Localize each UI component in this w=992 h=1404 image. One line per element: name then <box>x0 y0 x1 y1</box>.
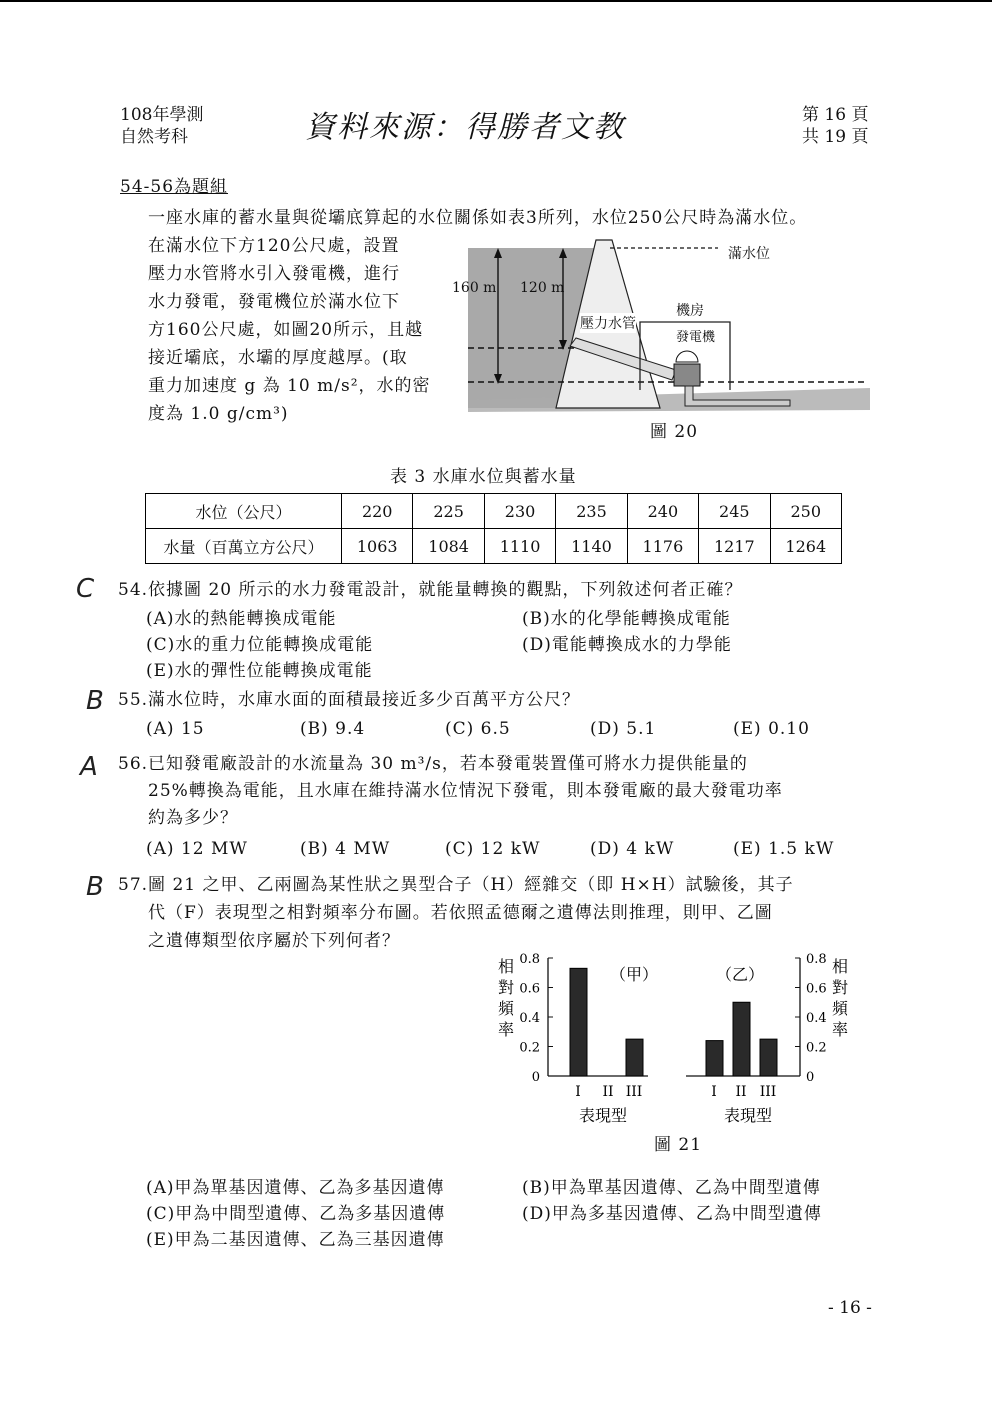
table-cell: 1176 <box>627 529 698 564</box>
figure-21-bar-charts <box>490 948 860 1133</box>
label-generator: 發電機 <box>676 330 716 345</box>
question-56-line-3: 約為多少？ <box>148 808 238 828</box>
table-cell: 230 <box>484 494 555 529</box>
table-cell: 1140 <box>556 529 627 564</box>
q55-option-a: (A) 15 <box>146 719 205 739</box>
table-cell: 1110 <box>484 529 555 564</box>
figure-20-dam-diagram <box>460 230 880 415</box>
label-power-house: 機房 <box>676 303 704 319</box>
intro-wrap-line-3: 水力發電，發電機位於滿水位下 <box>148 292 400 312</box>
y-tick-label: 0.4 <box>519 1011 540 1026</box>
x-tick-label: III <box>759 1084 777 1100</box>
table-cell: 1084 <box>413 529 484 564</box>
group-intro: 一座水庫的蓄水量與從壩底算起的水位關係如表3所列，水位250公尺時為滿水位。 <box>148 208 808 228</box>
intro-wrap-line-4: 方160公尺處，如圖20所示，且越 <box>148 320 424 340</box>
y-tick-label: 0.6 <box>806 981 827 997</box>
figure-21-caption: 圖 21 <box>654 1135 703 1155</box>
x-tick-label: I <box>575 1084 581 1100</box>
y-axis-label-char: 相 <box>831 957 849 976</box>
question-54-stem: 54.依據圖 20 所示的水力發電設計，就能量轉換的觀點，下列敘述何者正確？ <box>118 580 743 600</box>
q55-option-c: (C) 6.5 <box>445 719 511 739</box>
y-axis-label-char: 對 <box>831 978 849 997</box>
q54-option-e: (E)水的彈性位能轉換成電能 <box>146 661 373 681</box>
group-title: 54-56為題組 <box>120 177 229 197</box>
q54-option-c: (C)水的重力位能轉換成電能 <box>146 635 374 655</box>
q57-option-c: (C)甲為中間型遺傳、乙為多基因遺傳 <box>146 1204 446 1224</box>
intro-wrap-line-1: 在滿水位下方120公尺處，設置 <box>148 236 400 256</box>
y-tick-label: 0 <box>806 1070 815 1085</box>
handwritten-answer-55: B <box>86 686 104 716</box>
table-cell: 220 <box>342 494 413 529</box>
bar <box>706 1041 723 1076</box>
y-axis-label-char: 率 <box>497 1020 515 1039</box>
q56-option-d: (D) 4 kW <box>590 839 675 859</box>
y-tick-label: 0.8 <box>519 952 540 967</box>
figure-20-caption: 圖 20 <box>650 422 699 442</box>
y-tick-label: 0.2 <box>519 1040 540 1056</box>
x-axis-label: 表現型 <box>578 1106 628 1125</box>
y-axis-label-char: 對 <box>497 978 515 997</box>
intro-wrap-line-7: 度為 1.0 g/cm³) <box>148 404 289 424</box>
q55-option-d: (D) 5.1 <box>590 719 657 739</box>
q55-option-e: (E) 0.10 <box>733 719 810 739</box>
exam-subject: 自然考科 <box>120 127 188 147</box>
top-rule <box>0 0 992 2</box>
y-axis-label-char: 相 <box>497 957 515 976</box>
intro-wrap-line-5: 接近壩底，水壩的厚度越厚。(取 <box>148 348 408 368</box>
handwritten-answer-54: C <box>76 574 95 604</box>
x-tick-label: II <box>602 1084 614 1100</box>
q54-option-d: (D)電能轉換成水的力學能 <box>522 635 732 655</box>
y-tick-label: 0.6 <box>519 981 540 997</box>
generator-body <box>674 364 700 386</box>
x-tick-label: II <box>735 1084 747 1100</box>
handwritten-source: 資料來源：得勝者文教 <box>305 110 625 145</box>
bar <box>733 1002 750 1076</box>
question-57-line-1: 57.圖 21 之甲、乙兩圖為某性狀之異型合子（H）經雜交（即 H×H）試驗後，其子 <box>118 875 794 895</box>
bar <box>760 1039 777 1076</box>
q54-option-a: (A)水的熱能轉換成電能 <box>146 609 337 629</box>
q56-option-b: (B) 4 MW <box>300 839 391 859</box>
q54-option-b: (B)水的化學能轉換成電能 <box>522 609 731 629</box>
table-row-volumes <box>146 529 842 564</box>
intro-wrap-line-2: 壓力水管將水引入發電機，進行 <box>148 264 400 284</box>
q56-option-c: (C) 12 kW <box>445 839 541 859</box>
table-cell: 240 <box>627 494 698 529</box>
table-cell: 250 <box>770 494 841 529</box>
table-cell: 1217 <box>699 529 770 564</box>
q56-option-e: (E) 1.5 kW <box>733 839 835 859</box>
q55-option-b: (B) 9.4 <box>300 719 366 739</box>
table-cell: 245 <box>699 494 770 529</box>
bar <box>626 1039 643 1076</box>
q57-option-a: (A)甲為單基因遺傳、乙為多基因遺傳 <box>146 1178 445 1198</box>
table-cell: 1264 <box>770 529 841 564</box>
page-number-footer: - 16 - <box>828 1298 872 1318</box>
x-tick-label: I <box>711 1084 717 1100</box>
y-tick-label: 0.2 <box>806 1040 827 1056</box>
y-axis-label-char: 頻 <box>497 999 515 1018</box>
row-header-volumes: 水量（百萬立方公尺） <box>146 529 342 564</box>
table-3-caption: 表 3 水庫水位與蓄水量 <box>390 467 577 487</box>
bar <box>570 968 587 1076</box>
question-55-stem: 55.滿水位時，水庫水面的面積最接近多少百萬平方公尺？ <box>118 690 581 710</box>
intro-wrap-line-6: 重力加速度 g 為 10 m/s²，水的密 <box>148 376 431 396</box>
question-56-line-2: 25%轉換為電能，且水庫在維持滿水位情況下發電，則本發電廠的最大發電功率 <box>148 781 783 801</box>
label-full-level: 滿水位 <box>728 246 770 262</box>
chart-title: （乙） <box>716 965 765 984</box>
label-penstock: 壓力水管 <box>580 313 636 333</box>
generator-dome <box>676 351 698 362</box>
row-header-levels: 水位（公尺） <box>146 494 342 529</box>
exam-year: 108年學測 <box>120 105 204 125</box>
q57-option-b: (B)甲為單基因遺傳、乙為中間型遺傳 <box>522 1178 821 1198</box>
handwritten-answer-57: B <box>86 872 104 902</box>
handwritten-answer-56: A <box>80 752 98 782</box>
table-3 <box>145 493 842 564</box>
x-axis-label: 表現型 <box>723 1106 773 1125</box>
table-cell: 225 <box>413 494 484 529</box>
question-57-line-3: 之遺傳類型依序屬於下列何者？ <box>148 931 400 951</box>
y-tick-label: 0 <box>531 1070 540 1085</box>
chart-title: （甲） <box>610 965 659 984</box>
y-axis-label-char: 率 <box>831 1020 849 1039</box>
total-pages-label: 共 19 頁 <box>802 127 869 147</box>
page-label: 第 16 頁 <box>802 105 869 125</box>
y-tick-label: 0.8 <box>806 952 827 967</box>
q57-option-d: (D)甲為多基因遺傳、乙為中間型遺傳 <box>522 1204 822 1224</box>
table-cell: 1063 <box>342 529 413 564</box>
table-cell: 235 <box>556 494 627 529</box>
label-160m: 160 m <box>452 280 497 296</box>
question-57-line-2: 代（F）表現型之相對頻率分布圖。若依照孟德爾之遺傳法則推理，則甲、乙圖 <box>148 903 773 923</box>
question-56-line-1: 56.已知發電廠設計的水流量為 30 m³/s，若本發電裝置僅可將水力提供能量的 <box>118 754 748 774</box>
q57-option-e: (E)甲為二基因遺傳、乙為三基因遺傳 <box>146 1230 445 1250</box>
y-tick-label: 0.4 <box>806 1011 827 1026</box>
y-axis-label-char: 頻 <box>831 999 849 1018</box>
x-tick-label: III <box>625 1084 643 1100</box>
q56-option-a: (A) 12 MW <box>146 839 248 859</box>
label-120m: 120 m <box>520 280 565 296</box>
table-row-levels <box>146 494 842 529</box>
